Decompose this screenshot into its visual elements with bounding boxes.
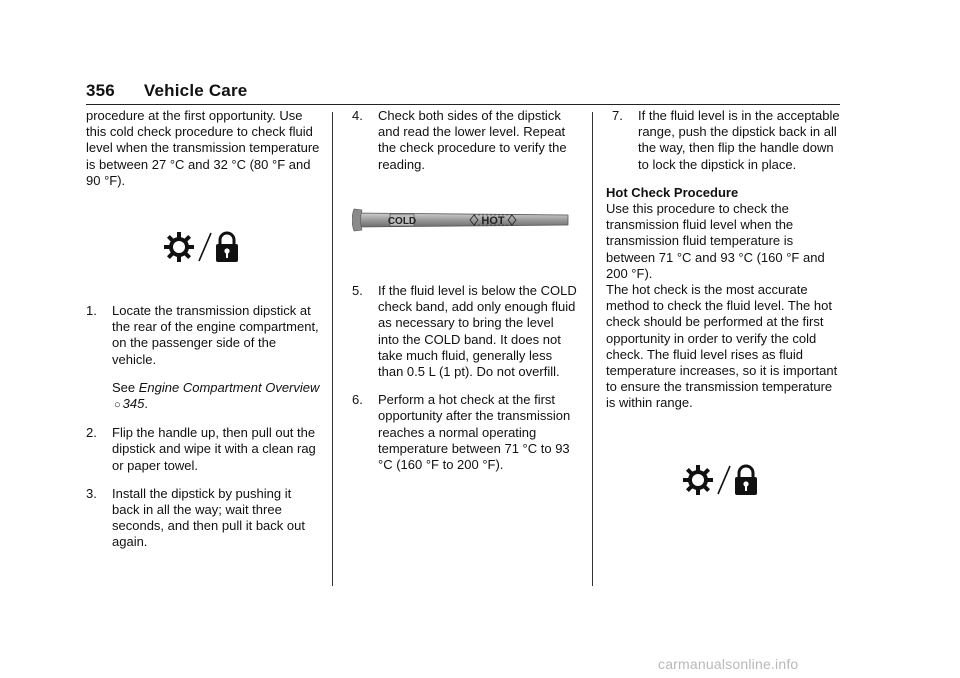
lock-icon xyxy=(216,233,238,262)
hot-check-heading: Hot Check Procedure xyxy=(606,184,739,200)
lock-icon xyxy=(735,466,757,495)
engine-compartment-link[interactable]: Engine Compartment Overview xyxy=(138,379,320,395)
column-2 xyxy=(352,108,578,485)
page-ref-number[interactable]: 345 xyxy=(122,396,145,412)
section-title: Vehicle Care xyxy=(143,81,248,100)
page-header xyxy=(86,81,247,101)
step-7: 7. If the fluid level is in the acceptable range, push the dipstick back in all the way, then flip the handle down to lock the dipstick in place. xyxy=(612,108,840,172)
hot-band-label: HOT xyxy=(481,214,505,227)
header-rule xyxy=(86,104,840,105)
cold-check-intro: procedure at the first opportunity. Use this cold check procedure to check fluid level when the transmission temperature is between 27 °C and 32 °C (80 °F and 90 °F). xyxy=(86,108,320,188)
gear-lock-icons xyxy=(86,229,322,265)
dipstick-illustration xyxy=(352,203,578,241)
cold-band-label: COLD xyxy=(387,215,417,227)
step-5: 5. If the fluid level is below the COLD check band, add only enough fluid as necessary to bring the level into the COLD band. It does not take much fluid, generally less than 0.5 L (1 pt). Do not overfill. xyxy=(352,283,577,380)
page-ref-icon: ○ xyxy=(114,399,121,412)
hot-check-para-1: Use this procedure to check the transmission fluid level when the transmission fluid temperature is between 71 °C and 93 °C (160 °F and 200 °F). xyxy=(606,201,825,281)
see-reference: See Engine Compartment Overview ○ 345. xyxy=(112,379,320,412)
gear-icon xyxy=(678,462,768,498)
hot-check-para-2: The hot check is the most accurate method to check the fluid level. The hot check should be performed at the first opportunity in order to verify the cold check. The fluid level rises as fluid temperature increases, so it is important to ensure the transmission temperature is within range. xyxy=(606,282,838,411)
step-3: 3. Install the dipstick by pushing it back in all the way; wait three seconds, and then pull it back out again. xyxy=(86,485,305,550)
column-3 xyxy=(606,108,840,498)
column-divider-2 xyxy=(592,112,593,586)
gear-icon xyxy=(159,229,249,265)
column-1 xyxy=(86,108,322,563)
watermark: carmanualsonline.info xyxy=(658,656,799,672)
step-1: 1. Locate the transmission dipstick at the rear of the engine compartment, on the passenger side of the vehicle. xyxy=(86,303,319,367)
page-number: 356 xyxy=(86,81,115,100)
dipstick-image xyxy=(352,203,570,237)
step-6: 6. Perform a hot check at the first opportunity after the transmission reaches a normal operating temperature between 71 °C to 93 °C (160 °F to 200 °F). xyxy=(352,392,571,473)
step-2: 2. Flip the handle up, then pull out the dipstick and wipe it with a clean rag or paper towel. xyxy=(86,425,316,473)
step-4: 4. Check both sides of the dipstick and read the lower level. Repeat the check procedure to verify the reading. xyxy=(352,108,567,172)
column-divider-1 xyxy=(332,112,333,586)
gear-lock-icons-2 xyxy=(606,462,840,498)
